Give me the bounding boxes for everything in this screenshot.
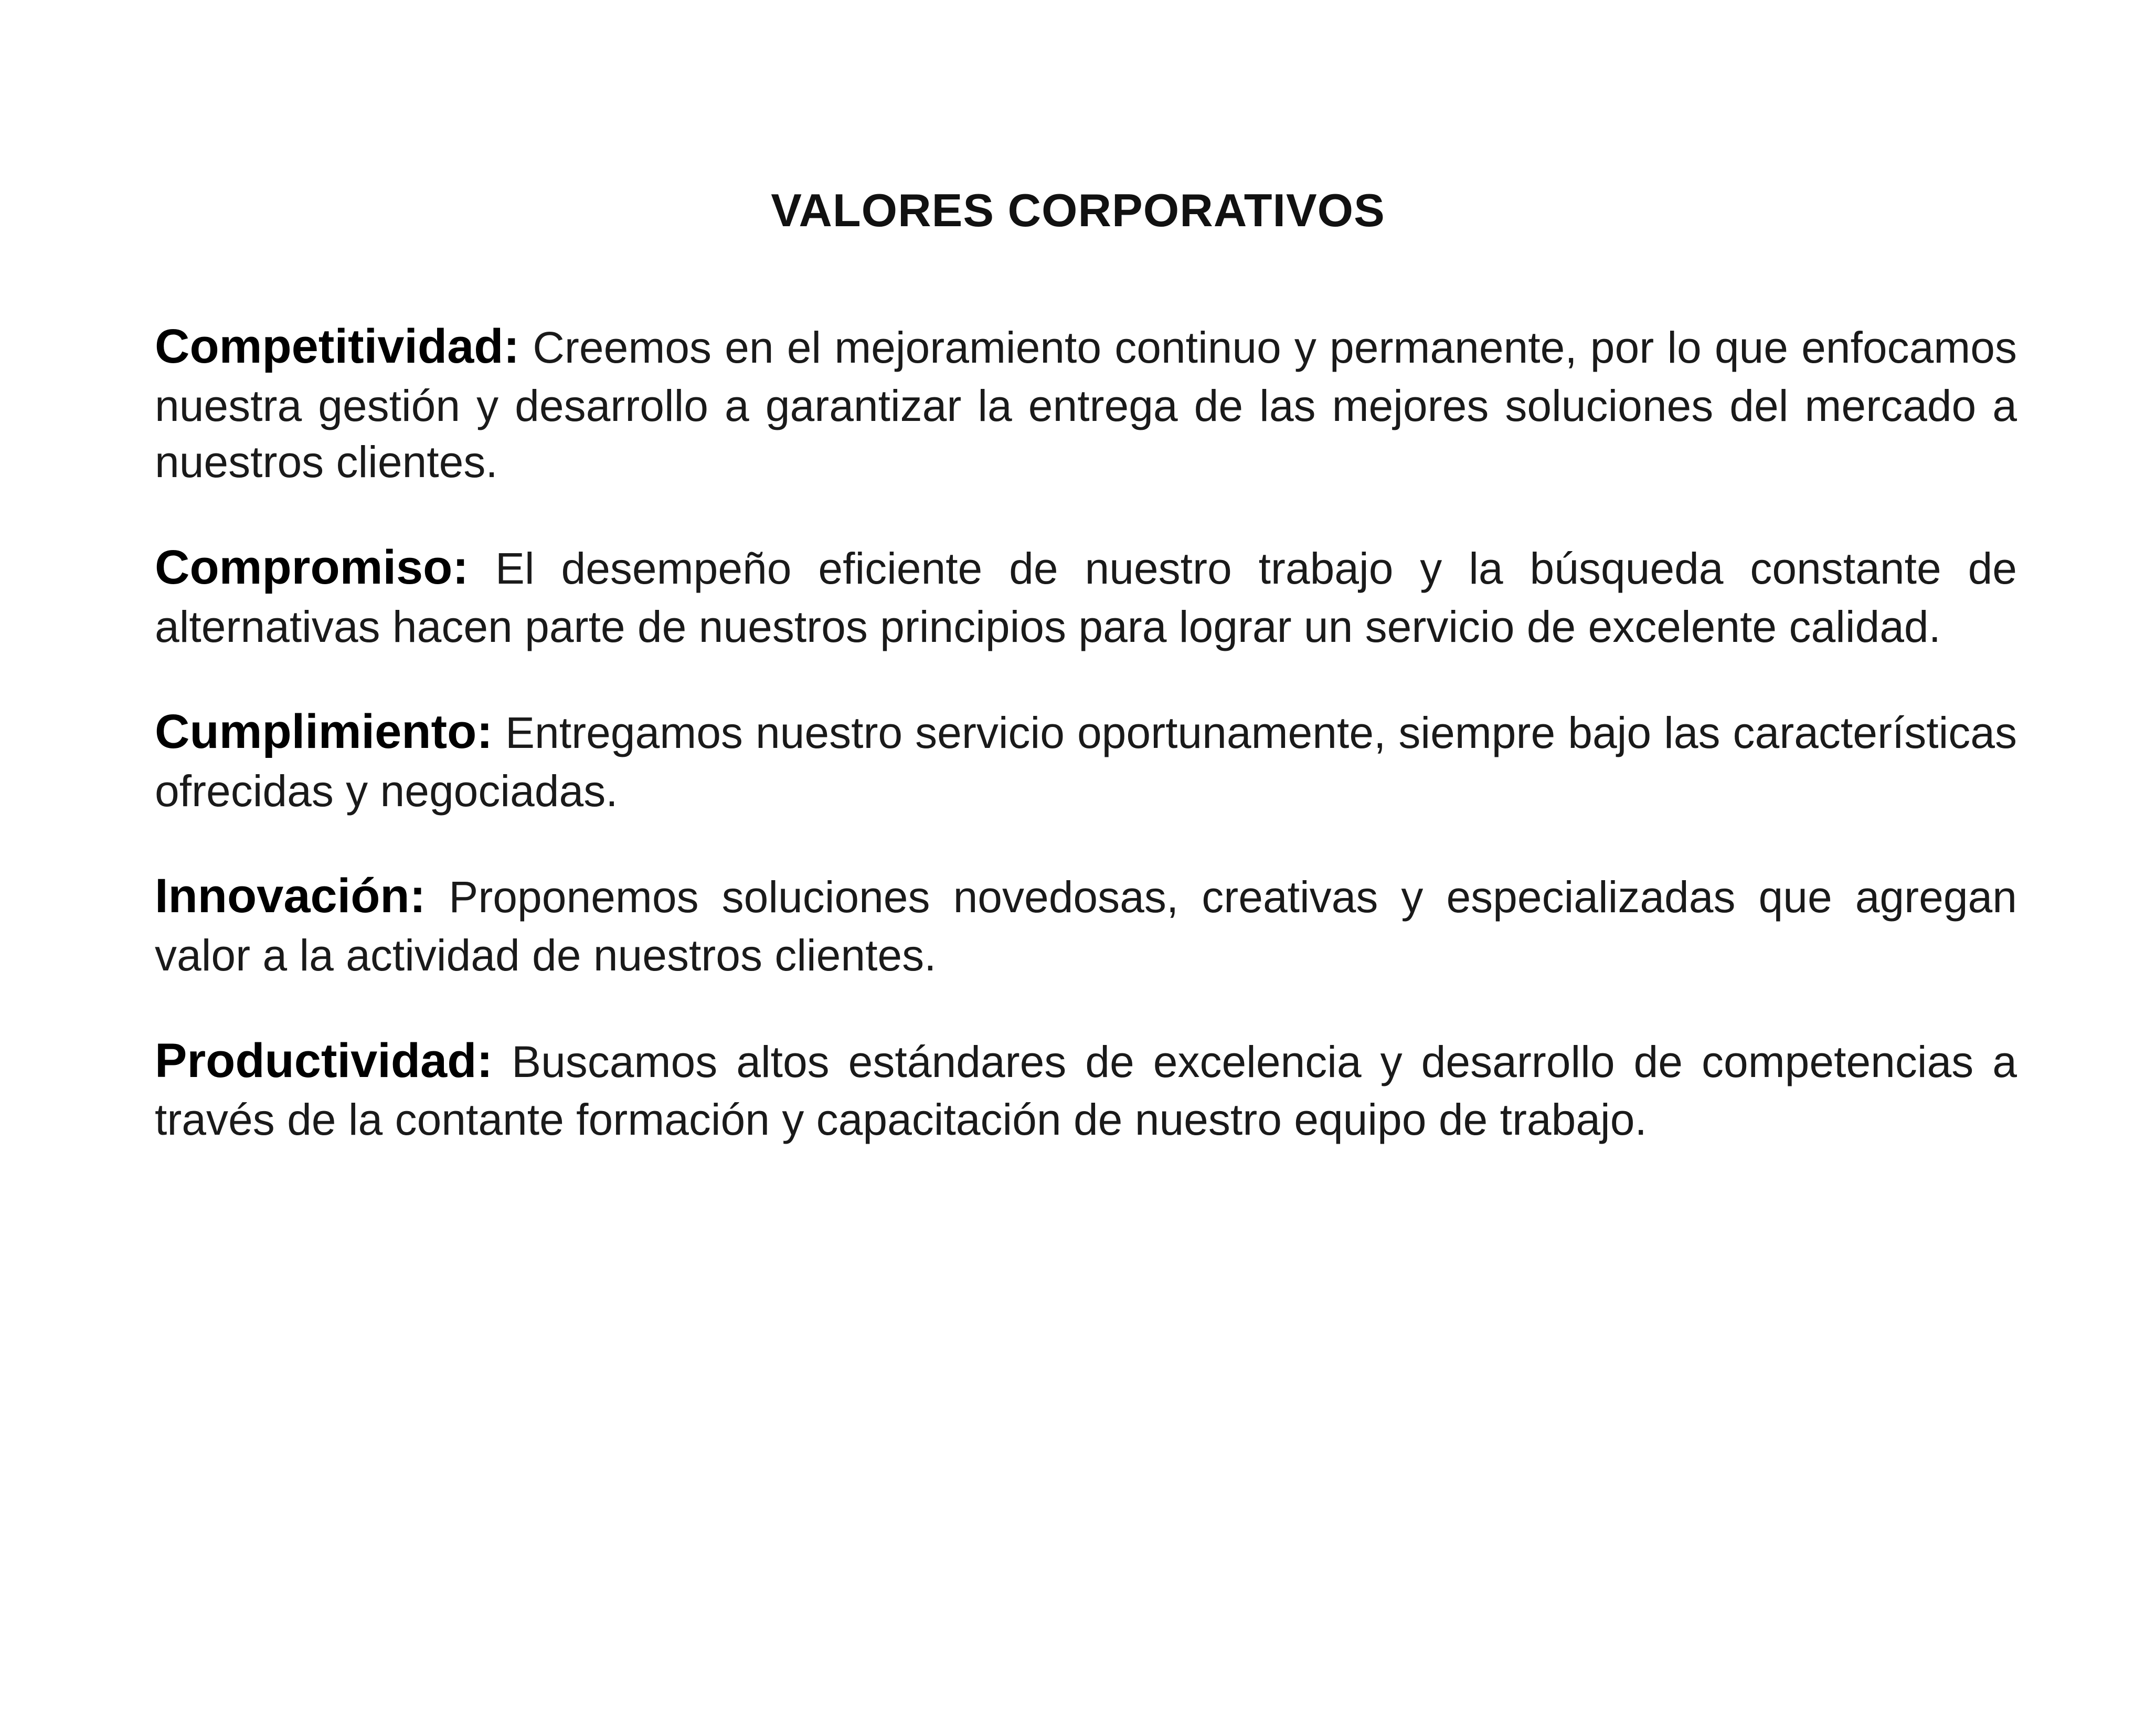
list-item (155, 865, 2017, 984)
list-item (155, 537, 2017, 655)
value-term: Compromiso: (155, 540, 469, 594)
value-term: Innovación: (155, 869, 426, 923)
list-item (155, 316, 2017, 491)
value-term: Productividad: (155, 1033, 493, 1087)
value-description: Proponemos soluciones novedosas, creativas y especializadas que agregan valor a la actividad de nuestros clientes. (155, 872, 2017, 980)
value-description: El desempeño eficiente de nuestro trabajo y la búsqueda constante de alternativas hacen parte de nuestros principios para lograr un servicio de excelente calidad. (155, 543, 2017, 651)
page-title: VALORES CORPORATIVOS (771, 184, 1385, 236)
list-item (155, 701, 2017, 819)
value-description: Buscamos altos estándares de excelencia y desarrollo de competencias a través de la contante formación y capacitación de nuestro equipo de trabajo. (155, 1037, 2017, 1145)
value-term: Competitividad: (155, 320, 520, 373)
list-item (155, 1030, 2017, 1148)
value-term: Cumplimiento: (155, 705, 493, 759)
values-list (0, 316, 2156, 1148)
value-description: Creemos en el mejoramiento continuo y permanente, por lo que enfocamos nuestra gestión y desarrollo a garantizar la entrega de las mejores soluciones del mercado a nuestros clientes. (155, 323, 2017, 487)
value-description: Entregamos nuestro servicio oportunamente, siempre bajo las características ofrecidas y negociadas. (155, 708, 2017, 816)
